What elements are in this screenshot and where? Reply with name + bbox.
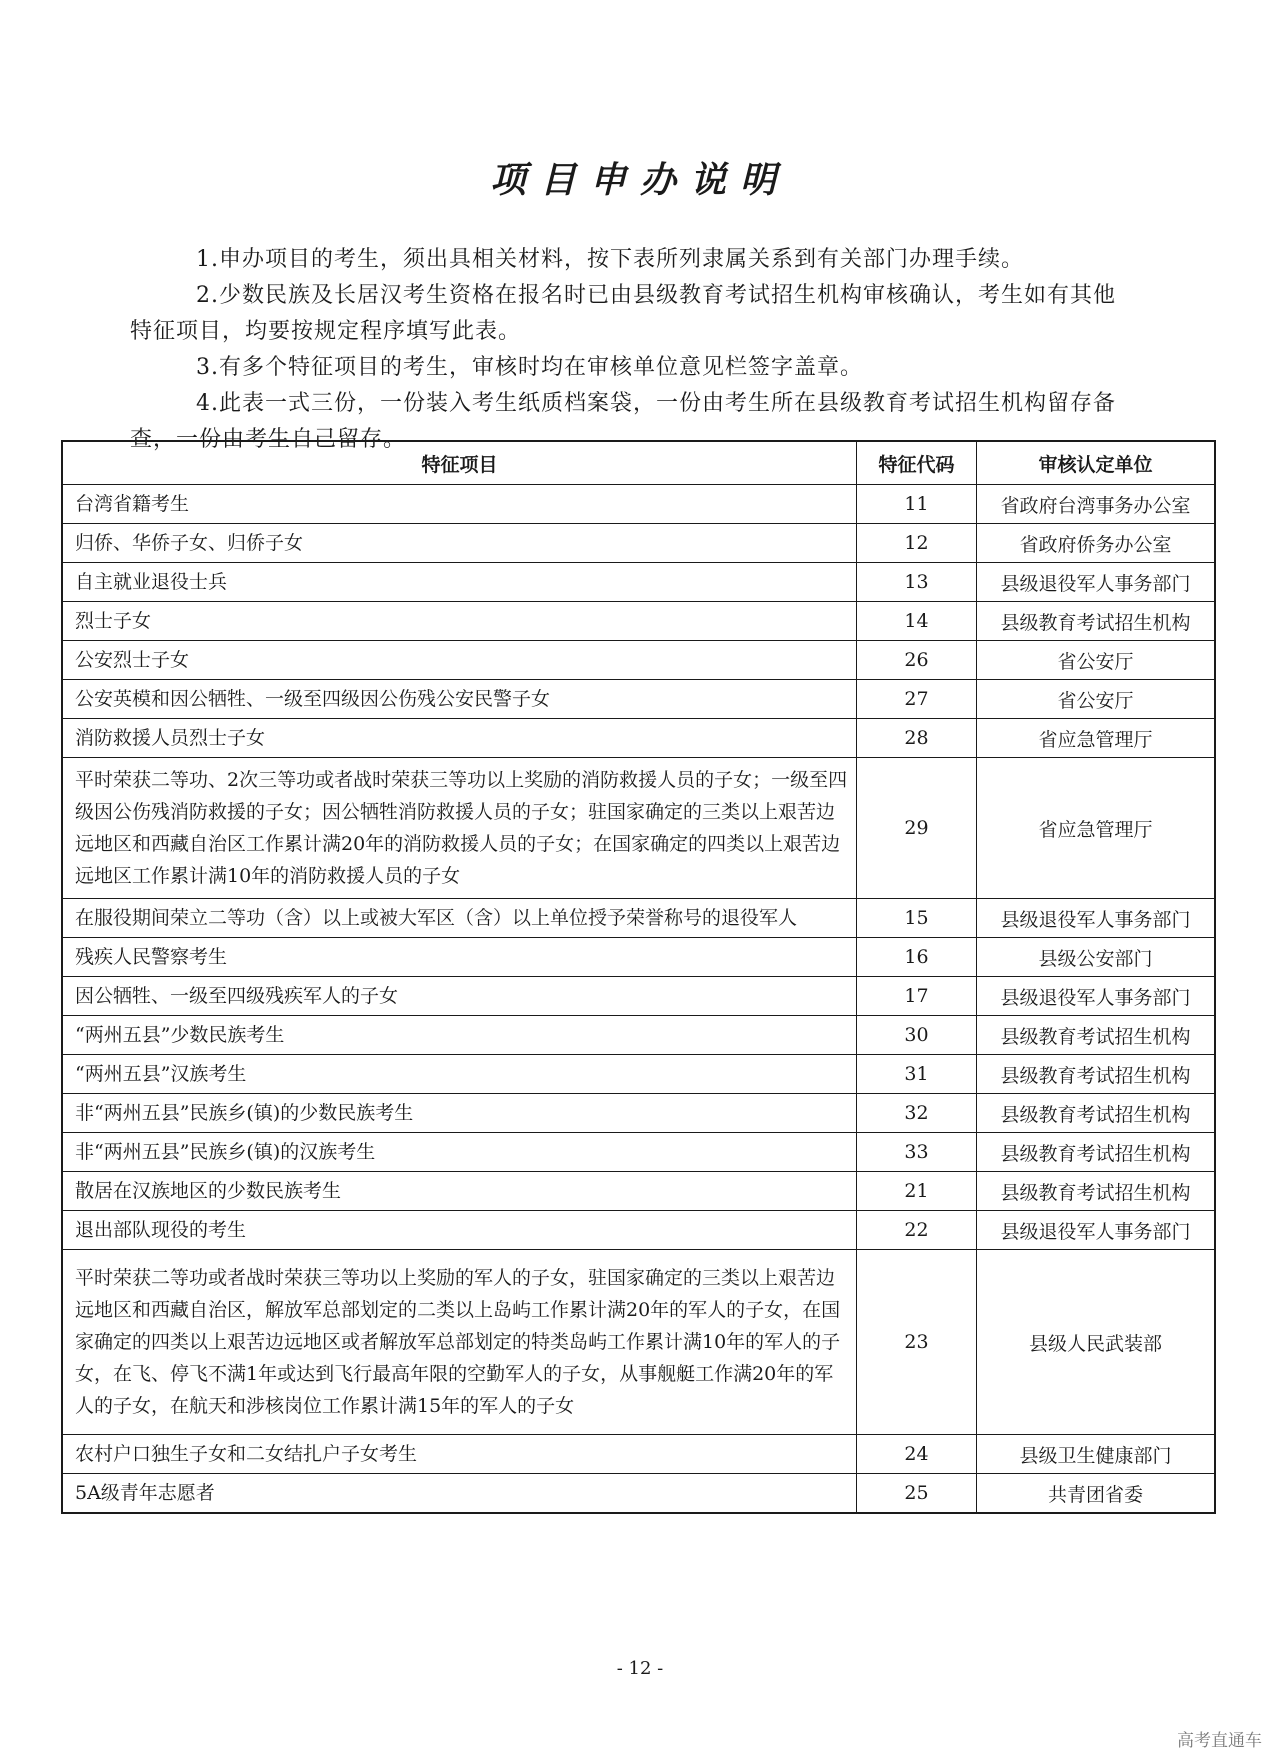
header-review-unit: 审核认定单位	[976, 441, 1215, 485]
header-feature-item: 特征项目	[62, 441, 857, 485]
review-unit: 省应急管理厅	[976, 758, 1215, 899]
feature-item: 公安英模和因公牺牲、一级至四级因公伤残公安民警子女	[62, 680, 857, 719]
feature-code: 12	[857, 524, 977, 563]
page-title: 项目申办说明	[489, 159, 790, 201]
feature-code: 33	[857, 1133, 977, 1172]
feature-code: 30	[857, 1016, 977, 1055]
table-row	[62, 1133, 1215, 1172]
feature-item: 公安烈士子女	[62, 641, 857, 680]
table-row	[62, 524, 1215, 563]
instruction-3: 3.有多个特征项目的考生，审核时均在审核单位意见栏签字盖章。	[196, 355, 863, 380]
review-unit: 县级教育考试招生机构	[976, 1016, 1215, 1055]
feature-code: 28	[857, 719, 977, 758]
instruction-4: 4.此表一式三份，一份装入考生纸质档案袋，一份由考生所在县级教育考试招生机构留存备查，一份由考生自己留存。	[130, 391, 1116, 452]
review-unit: 县级教育考试招生机构	[976, 602, 1215, 641]
instruction-1: 1.申办项目的考生，须出具相关材料，按下表所列隶属关系到有关部门办理手续。	[196, 247, 1024, 272]
feature-item: 在服役期间荣立二等功（含）以上或被大军区（含）以上单位授予荣誉称号的退役军人	[62, 899, 857, 938]
table-row	[62, 938, 1215, 977]
feature-item: 残疾人民警察考生	[62, 938, 857, 977]
feature-code: 26	[857, 641, 977, 680]
table-row	[62, 485, 1215, 524]
feature-code: 15	[857, 899, 977, 938]
feature-item: “两州五县”汉族考生	[62, 1055, 857, 1094]
table-row	[62, 1435, 1215, 1474]
feature-item: 因公牺牲、一级至四级残疾军人的子女	[62, 977, 857, 1016]
feature-item: 非“两州五县”民族乡(镇)的少数民族考生	[62, 1094, 857, 1133]
table-row	[62, 641, 1215, 680]
review-unit: 县级教育考试招生机构	[976, 1094, 1215, 1133]
table-row	[62, 977, 1215, 1016]
feature-code: 32	[857, 1094, 977, 1133]
feature-code: 14	[857, 602, 977, 641]
feature-item: 自主就业退役士兵	[62, 563, 857, 602]
watermark-text: 高考直通车	[1177, 1731, 1262, 1751]
review-unit: 省政府台湾事务办公室	[976, 485, 1215, 524]
table-row	[62, 1016, 1215, 1055]
review-unit: 共青团省委	[976, 1474, 1215, 1514]
instruction-2: 2.少数民族及长居汉考生资格在报名时已由县级教育考试招生机构审核确认，考生如有其他特征项目，均要按规定程序填写此表。	[130, 283, 1116, 344]
table-row	[62, 602, 1215, 641]
feature-item: 5A级青年志愿者	[62, 1474, 857, 1514]
review-unit: 县级退役军人事务部门	[976, 977, 1215, 1016]
feature-code: 21	[857, 1172, 977, 1211]
feature-item: 台湾省籍考生	[62, 485, 857, 524]
table-row	[62, 563, 1215, 602]
feature-item: 消防救援人员烈士子女	[62, 719, 857, 758]
review-unit: 县级卫生健康部门	[976, 1435, 1215, 1474]
instructions	[130, 242, 1130, 458]
review-unit: 县级公安部门	[976, 938, 1215, 977]
review-unit: 县级退役军人事务部门	[976, 899, 1215, 938]
table-header-row	[62, 441, 1215, 485]
feature-item: “两州五县”少数民族考生	[62, 1016, 857, 1055]
review-unit: 省公安厅	[976, 680, 1215, 719]
feature-code: 13	[857, 563, 977, 602]
review-unit: 县级教育考试招生机构	[976, 1055, 1215, 1094]
feature-item: 平时荣获二等功、2次三等功或者战时荣获三等功以上奖励的消防救援人员的子女；一级至四级因公伤残消防救援的子女；因公牺牲消防救援人员的子女；驻国家确定的三类以上艰苦边远地区和西藏自治区工作累计满20年的消防救援人员的子女；在国家确定的四类以上艰苦边远地区工作累计满10年的消防救援人员的子女	[62, 758, 857, 899]
review-unit: 县级退役军人事务部门	[976, 1211, 1215, 1250]
feature-code: 27	[857, 680, 977, 719]
feature-code: 25	[857, 1474, 977, 1514]
table-row	[62, 1211, 1215, 1250]
feature-code: 31	[857, 1055, 977, 1094]
review-unit: 省公安厅	[976, 641, 1215, 680]
feature-item: 非“两州五县”民族乡(镇)的汉族考生	[62, 1133, 857, 1172]
feature-items-table	[61, 440, 1216, 1514]
review-unit: 县级教育考试招生机构	[976, 1172, 1215, 1211]
feature-code: 29	[857, 758, 977, 899]
table-row	[62, 1094, 1215, 1133]
header-feature-code: 特征代码	[857, 441, 977, 485]
feature-item: 散居在汉族地区的少数民族考生	[62, 1172, 857, 1211]
table-row	[62, 758, 1215, 899]
feature-item: 平时荣获二等功或者战时荣获三等功以上奖励的军人的子女，驻国家确定的三类以上艰苦边远地区和西藏自治区，解放军总部划定的二类以上岛屿工作累计满20年的军人的子女，在国家确定的四类以上艰苦边远地区或者解放军总部划定的特类岛屿工作累计满10年的军人的子女，在飞、停飞不满1年或达到飞行最高年限的空勤军人的子女，从事舰艇工作满20年的军人的子女，在航天和涉核岗位工作累计满15年的军人的子女	[62, 1250, 857, 1435]
feature-code: 11	[857, 485, 977, 524]
feature-item: 归侨、华侨子女、归侨子女	[62, 524, 857, 563]
review-unit: 省政府侨务办公室	[976, 524, 1215, 563]
feature-code: 22	[857, 1211, 977, 1250]
review-unit: 县级退役军人事务部门	[976, 563, 1215, 602]
table-row	[62, 1172, 1215, 1211]
feature-code: 17	[857, 977, 977, 1016]
feature-code: 23	[857, 1250, 977, 1435]
review-unit: 县级教育考试招生机构	[976, 1133, 1215, 1172]
feature-code: 16	[857, 938, 977, 977]
table-row	[62, 1474, 1215, 1514]
page-number: - 12 -	[616, 1658, 664, 1679]
table-row	[62, 899, 1215, 938]
feature-code: 24	[857, 1435, 977, 1474]
review-unit: 省应急管理厅	[976, 719, 1215, 758]
feature-item: 退出部队现役的考生	[62, 1211, 857, 1250]
table-row	[62, 680, 1215, 719]
feature-item: 烈士子女	[62, 602, 857, 641]
feature-item: 农村户口独生子女和二女结扎户子女考生	[62, 1435, 857, 1474]
review-unit: 县级人民武装部	[976, 1250, 1215, 1435]
table-row	[62, 1250, 1215, 1435]
table-row	[62, 1055, 1215, 1094]
table-row	[62, 719, 1215, 758]
